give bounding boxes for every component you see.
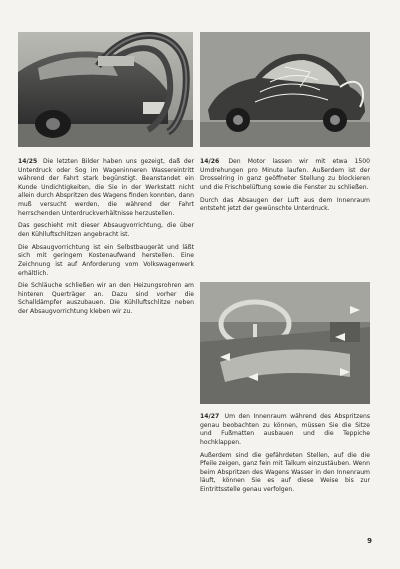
paragraph: Die Absaugvorrichtung ist ein Selbstbaugerät und läßt sich mit geringem Kostenaufwand herstellen. Eine Zeichnung ist auf Anforderung vom Volkswagenwerk erhältlich. (18, 243, 194, 277)
car-cutaway-illustration (200, 32, 370, 147)
paragraph-14-26: 14/26 Den Motor lassen wir mit etwa 1500 Umdrehungen pro Minute laufen. Außerdem ist der Drosselring in ganz geöffneter Stellung zu blockieren und die Frischbelüftung sowie die Fenster zu schließen. (200, 158, 370, 191)
right-top-text-column (200, 158, 370, 218)
left-text-column (18, 158, 194, 321)
paragraph-14-27: 14/27 Um den Innenraum während des Abspritzens genau beobachten zu können, müssen Sie die Sitze und Fußmatten ausbauen und die Teppiche hochklappen. (200, 413, 370, 446)
paragraph: Das geschieht mit dieser Absaugvorrichtung, die über den Kühlluftschlitzen angebracht ist. (18, 222, 194, 238)
paragraph: Die Schläuche schließen wir an den Heizungsrohren am hinteren Querträger an. Dazu sind vorher die Schalldämpfer auszubauen. Die Kühlluftschlitze neben der Absaugvorrichtung kleben wir zu. (18, 282, 194, 316)
paragraph: Außerdem sind die gefährdeten Stellen, auf die die Pfeile zeigen, ganz fein mit Talkum einzustäuben. Wenn beim Abspritzen des Wagens Wasser in den Innenraum läuft, können Sie es auf diese Weise bis zur Eintrittsstelle genau verfolgen. (200, 451, 370, 493)
figure-number: 14/27 (200, 413, 220, 420)
figure-number: 14/25 (18, 158, 38, 165)
photo-car-cutaway-airflow (200, 32, 370, 147)
photo-car-interior (200, 282, 370, 404)
paragraph-14-25: 14/25 Die letzten Bilder haben uns gezeigt, daß der Unterdruck oder Sog im Wageninneren Wassereintritt während der Fahrt stark begünstigt. Beanstandet ein Kunde Undichtigkeiten, die Sie in der Werkstatt nicht allein durch Abspritzen des Wagens finden konnten, dann muß versucht werden, die während der Fahrt herrschenden Unterdruckverhältnisse herzustellen. (18, 158, 195, 217)
paragraph: Durch das Absaugen der Luft aus dem Innenraum entsteht jetzt der gewünschte Unterdruck. (200, 196, 370, 213)
photo-car-rear-suction-hoses (18, 32, 193, 147)
car-rear-photo-illustration (18, 32, 193, 147)
page-number: 9 (367, 537, 372, 545)
car-interior-illustration (200, 282, 370, 404)
figure-number: 14/26 (200, 158, 220, 165)
right-bottom-text-column (200, 413, 370, 499)
